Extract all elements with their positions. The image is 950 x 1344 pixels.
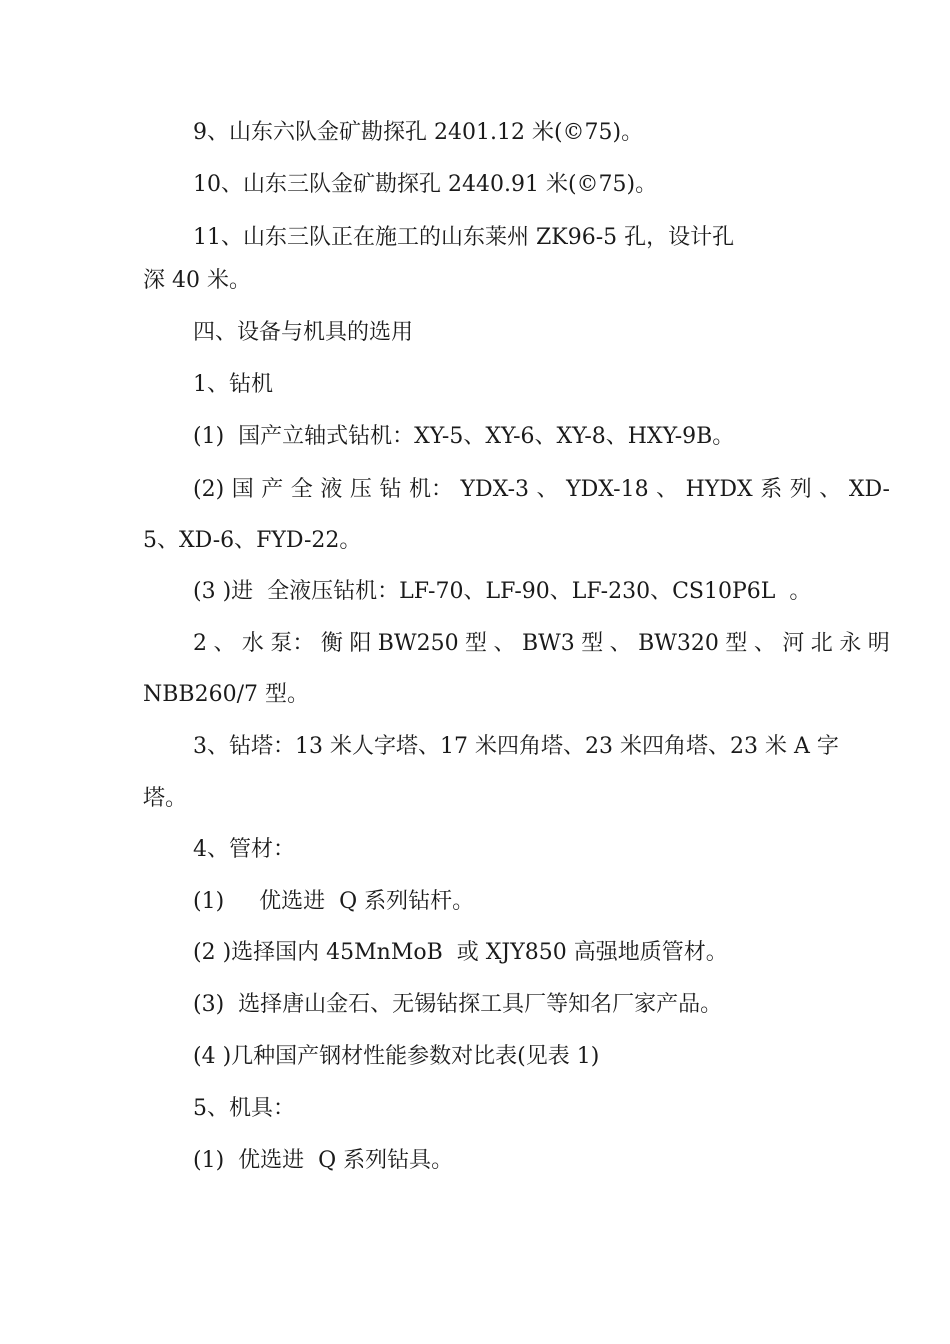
text-line: (1) 国产立轴式钻机：XY-5、XY-6、XY-8、HXY-9B。 (193, 424, 735, 449)
text-segment: 、 (656, 477, 679, 502)
text-segment: XD- (848, 477, 890, 502)
text-segment: 列 (789, 477, 812, 502)
text-segment: BW3 (521, 631, 575, 656)
text-line: (1) 优选进 Q 系列钻杆。 (193, 889, 475, 914)
text-line: (4 )几种国产钢材性能参数对比表(见表 1) (193, 1044, 600, 1069)
text-line: (2 )选择国内 45MnMoB 或 XJY850 高强地质管材。 (193, 940, 728, 965)
text-line: (1) 优选进 Q 系列钻具。 (193, 1148, 454, 1173)
text-segment: 型 (725, 631, 748, 656)
text-segment: 机： (408, 477, 453, 502)
text-segment: 压 (349, 477, 372, 502)
text-segment: BW250 (377, 631, 459, 656)
text-segment: YDX-3 (460, 477, 530, 502)
text-segment: 、 (753, 631, 776, 656)
text-line: 深 40 米。 (143, 268, 251, 293)
text-line: 11、山东三队正在施工的山东莱州 ZK96-5 孔，设计孔 (193, 225, 735, 250)
text-line: 9、山东六队金矿勘探孔 2401.12 米(©75)。 (193, 120, 644, 145)
text-segment: 全 (290, 477, 313, 502)
text-line: (3) 选择唐山金石、无锡钻探工具厂等知名厂家产品。 (193, 992, 723, 1017)
text-segment: BW320 (638, 631, 719, 656)
text-segment: 、 (609, 631, 632, 656)
text-segment: 明 (867, 631, 890, 656)
text-segment: 阳 (349, 631, 372, 656)
text-segment: 衡 (320, 631, 343, 656)
subsection-heading: 1、钻机 (193, 372, 273, 397)
text-line-justified (193, 629, 890, 659)
text-segment: 型 (465, 631, 488, 656)
text-line-justified (193, 475, 890, 505)
text-segment: 液 (320, 477, 343, 502)
text-line: 5、XD-6、FYD-22。 (143, 528, 362, 553)
text-segment: HYDX (685, 477, 753, 502)
text-segment: 国 (231, 477, 254, 502)
subsection-heading: 4、管材： (193, 837, 295, 862)
text-segment: 、 (819, 477, 842, 502)
text-segment: (2) (193, 477, 225, 502)
text-segment: 系 (760, 477, 783, 502)
text-segment: 河 (782, 631, 805, 656)
section-heading: 四、设备与机具的选用 (193, 320, 414, 345)
text-line: (3 )进 全液压钻机：LF-70、LF-90、LF-230、CS10P6L 。 (193, 579, 812, 604)
text-segment: 、 (493, 631, 516, 656)
text-segment: 北 (810, 631, 833, 656)
text-segment: 水 (241, 631, 264, 656)
subsection-heading: 5、机具： (193, 1096, 295, 1121)
text-segment: 型 (581, 631, 604, 656)
text-segment: 泵： (270, 631, 315, 656)
text-segment: YDX-18 (566, 477, 649, 502)
text-line: 10、山东三队金矿勘探孔 2440.91 米(©75)。 (193, 172, 658, 197)
text-segment: 、 (536, 477, 559, 502)
text-segment: 永 (839, 631, 862, 656)
text-segment: 产 (261, 477, 284, 502)
text-segment: 2 (193, 631, 207, 656)
text-line: 3、钻塔：13 米人字塔、17 米四角塔、23 米四角塔、23 米 A 字 (193, 734, 839, 759)
text-line: NBB260/7 型。 (143, 682, 309, 707)
text-segment: 、 (213, 631, 236, 656)
text-line: 塔。 (143, 786, 188, 811)
text-segment: 钻 (379, 477, 402, 502)
